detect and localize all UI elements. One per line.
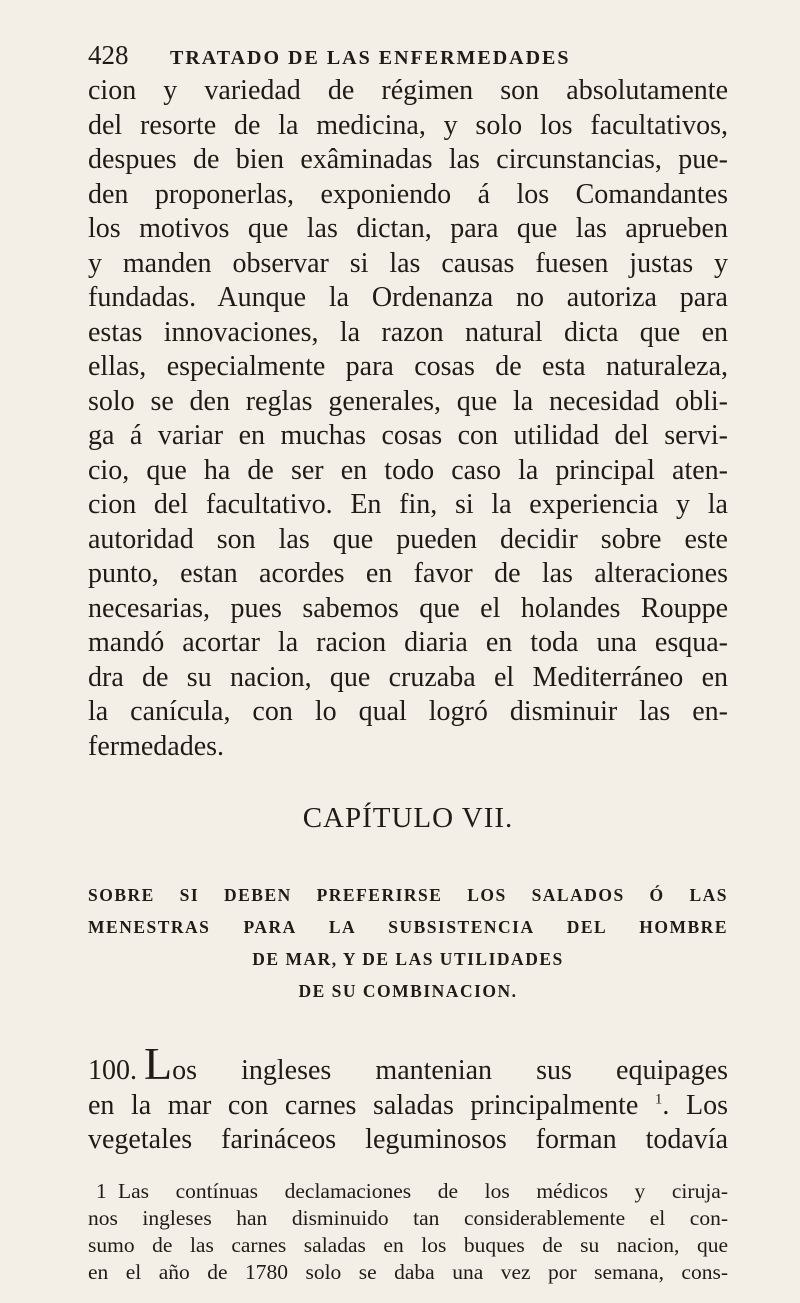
text-line: fundadas. Aunque la Ordenanza no autoriza para xyxy=(88,282,728,313)
text-fragment: en la mar con carnes saladas principalmente xyxy=(88,1089,639,1121)
footnote-line: nos ingleses han disminuido tan considerablemente el con- xyxy=(88,1205,728,1230)
text-line: fermedades. xyxy=(88,730,225,762)
text-fragment: os ingleses mantenian sus equipages xyxy=(172,1055,728,1086)
text-fragment: Las contínuas declamaciones de los médicos y ciruja- xyxy=(118,1178,728,1203)
section-100 xyxy=(88,1038,728,1158)
text-line: autoridad son las que pueden decidir sobre este xyxy=(88,523,728,555)
text-line: ellas, especialmente para cosas de esta naturaleza, xyxy=(88,351,728,382)
text-line: los motivos que las dictan, para que las aprueben xyxy=(88,213,728,244)
text-line: del resorte de la medicina, y solo los facultativos, xyxy=(88,109,728,141)
footnote-line xyxy=(88,1178,728,1205)
text-line: punto, estan acordes en favor de las alteraciones xyxy=(88,558,728,589)
subtitle-line: DE MAR, Y DE LAS UTILIDADES xyxy=(252,949,564,969)
text-line: mandó acortar la racion diaria en toda una esqua- xyxy=(88,627,728,658)
footnote xyxy=(88,1178,728,1286)
text-line: cion y variedad de régimen son absolutamente xyxy=(88,75,728,106)
running-title: TRATADO DE LAS ENFERMEDADES xyxy=(170,47,571,69)
text-line: cio, que ha de ser en todo caso la principal aten- xyxy=(88,454,728,486)
book-page xyxy=(88,40,728,1286)
text-fragment: . Los xyxy=(662,1089,728,1121)
chapter-title: CAPÍTULO VII. xyxy=(302,802,514,834)
text-line: necesarias, pues sabemos que el holandes Rouppe xyxy=(88,592,728,624)
text-line: estas innovaciones, la razon natural dicta que en xyxy=(88,316,728,348)
text-line xyxy=(88,1038,728,1089)
text-line: la canícula, con lo qual logró disminuir las en- xyxy=(88,696,728,727)
text-line: den proponerlas, exponiendo á los Comandantes xyxy=(88,178,728,210)
section-number: 100. xyxy=(88,1055,137,1086)
text-line: ga á variar en muchas cosas con utilidad del servi- xyxy=(88,420,728,451)
text-line xyxy=(88,1089,728,1124)
text-line: despues de bien exâminadas las circunstancias, pue- xyxy=(88,144,728,175)
text-line: cion del facultativo. En fin, si la experiencia y la xyxy=(88,489,728,520)
footnote-line: sumo de las carnes saladas en los buques de su nacion, que xyxy=(88,1232,728,1257)
text-line: solo se den reglas generales, que la necesidad obli- xyxy=(88,385,728,417)
text-line: vegetales farináceos leguminosos forman todavía xyxy=(88,1124,728,1155)
page-number: 428 xyxy=(88,40,129,70)
running-head xyxy=(88,40,728,74)
footnote-number: 1 xyxy=(96,1178,107,1203)
text-line: dra de su nacion, que cruzaba el Mediterráneo en xyxy=(88,661,728,693)
chapter-subtitle xyxy=(88,879,728,1007)
footnote-line: en el año de 1780 solo se daba una vez por semana, cons- xyxy=(88,1259,728,1284)
footnote-mark[interactable]: 1 xyxy=(654,1091,663,1108)
subtitle-line: MENESTRAS PARA LA SUBSISTENCIA DEL HOMBRE xyxy=(88,917,728,937)
text-line: y manden observar si las causas fuesen justas y xyxy=(88,247,728,279)
subtitle-line: SOBRE SI DEBEN PREFERIRSE LOS SALADOS Ó LAS xyxy=(88,885,728,905)
subtitle-line: DE SU COMBINACION. xyxy=(298,981,518,1001)
drop-initial: L xyxy=(144,1038,173,1089)
paragraph-continued xyxy=(88,74,728,764)
